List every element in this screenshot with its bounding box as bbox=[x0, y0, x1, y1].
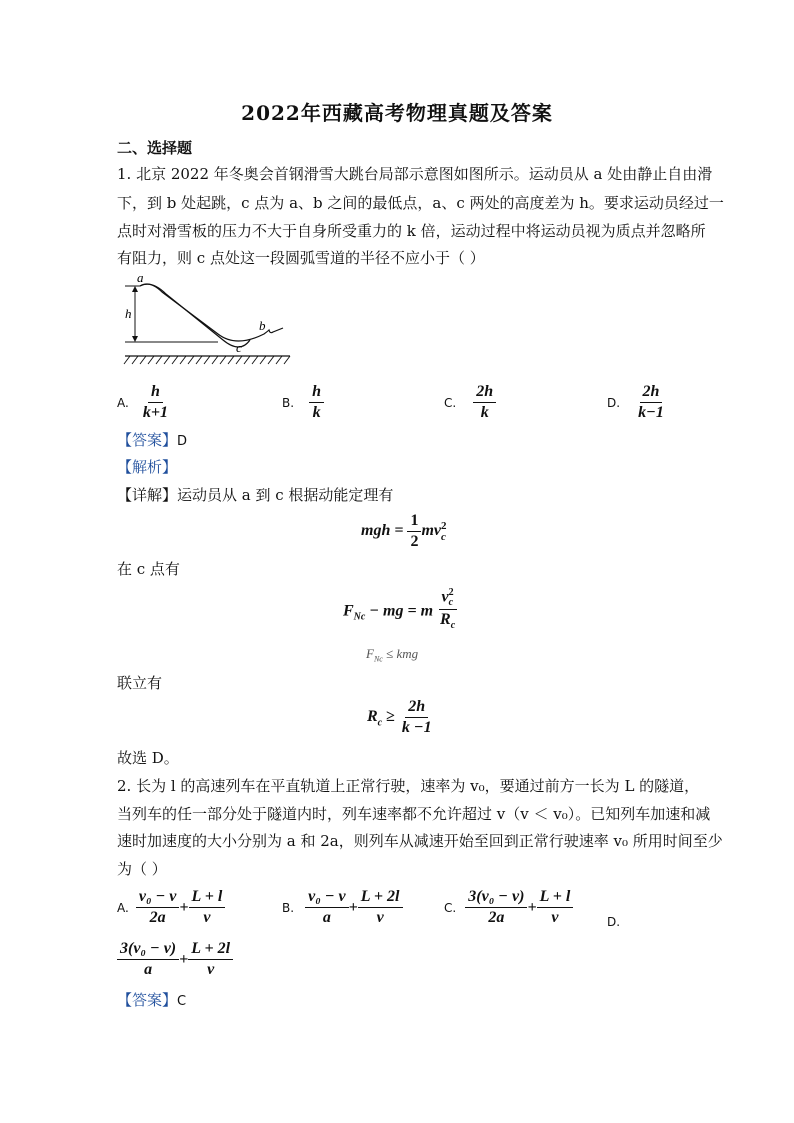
q1-option-d: D. $\frac{2h}{k-1}$ bbox=[607, 383, 664, 421]
q1-at-c: 在 c 点有 bbox=[117, 560, 180, 578]
q1-combine: 联立有 bbox=[117, 674, 163, 692]
equation-radius: $R_c$ ≥ $\frac{2h}{k -1}$ bbox=[367, 698, 432, 736]
q2-option-d: $\frac{\text{3(v₀ − v)}}{a}$ + $\frac{L + 2l}{v}$ bbox=[117, 940, 233, 979]
q1-conclusion: 故选 D。 bbox=[117, 749, 179, 767]
equation-inequality: $F_{Nc}$ ≤ kmg bbox=[366, 646, 419, 664]
q2-line-3: 速时加速度的大小分别为 a 和 2a，则列车从减速开始至回到正常行驶速率 v₀ 所用时间至少 bbox=[117, 832, 723, 850]
q1-option-a: A. $\frac{h}{k+1}$ bbox=[117, 383, 169, 421]
page-title: 2022年西藏高考物理真题及答案 bbox=[241, 101, 553, 125]
ski-slope-figure bbox=[118, 268, 293, 368]
label-h: h bbox=[125, 306, 132, 321]
equation-force: $F_{Nc}$ − mg = m v 2 c $R_c$ bbox=[343, 587, 456, 632]
q2-option-a: A. $\frac{\text{v₀ − v}}{2a}$ + $\frac{L + l}{v}$ bbox=[117, 888, 225, 927]
q2-answer: 【答案】C bbox=[117, 991, 187, 1009]
q2-option-d-letter: D. bbox=[607, 915, 621, 929]
q1-line-4: 有阻力，则 c 点处这一段圆弧雪道的半径不应小于（ ） bbox=[117, 249, 485, 267]
q1-analysis-tag: 【解析】 bbox=[117, 458, 178, 476]
q1-answer: 【答案】D bbox=[117, 431, 188, 449]
q1-detail: 【详解】运动员从 a 到 c 根据动能定理有 bbox=[117, 486, 394, 504]
q1-line-3: 点时对滑雪板的压力不大于自身所受重力的 k 倍，运动过程中将运动员视为质点并忽略所 bbox=[117, 222, 706, 240]
q2-option-c: C. $\frac{\text{3(v₀ − v)}}{2a}$ + $\frac{L + l}{v}$ bbox=[444, 888, 573, 927]
label-b: b bbox=[259, 318, 266, 333]
q1-option-b: B. $\frac{h}{k}$ bbox=[282, 383, 324, 422]
q2-line-2: 当列车的任一部分处于隧道内时，列车速率都不允许超过 v（v ＜ v₀）。已知列车加速和减 bbox=[117, 805, 711, 823]
q2-line-1: 2. 长为 l 的高速列车在平直轨道上正常行驶，速率为 v₀，要通过前方一长为 L 的隧道， bbox=[117, 777, 700, 795]
q1-line-2: 下，到 b 处起跳，c 点为 a、b 之间的最低点，a、c 两处的高度差为 h。要求运动员经过一 bbox=[117, 194, 724, 212]
label-a: a bbox=[137, 270, 144, 285]
equation-energy: mgh = $\frac{1}{2}$ mv 2 c bbox=[361, 512, 447, 550]
section-heading: 二、选择题 bbox=[117, 139, 193, 157]
q1-option-c: C. $\frac{2h}{k}$ bbox=[444, 383, 496, 422]
q1-line-1: 1. 北京 2022 年冬奥会首钢滑雪大跳台局部示意图如图所示。运动员从 a 处由静止自由滑 bbox=[117, 165, 713, 183]
q2-option-b: B. $\frac{\text{v₀ − v}}{a}$ + $\frac{L + 2l}{v}$ bbox=[282, 888, 403, 927]
label-c: c bbox=[236, 340, 242, 355]
q2-line-4: 为（ ） bbox=[117, 860, 167, 878]
